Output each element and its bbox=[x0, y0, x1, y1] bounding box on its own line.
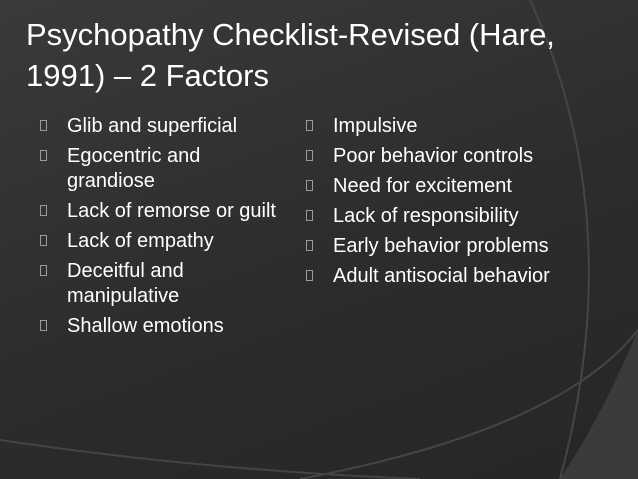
list-item: Shallow emotions bbox=[40, 314, 290, 339]
left-column bbox=[40, 114, 290, 344]
box-bullet-icon bbox=[40, 320, 47, 331]
box-bullet-icon bbox=[40, 235, 47, 246]
box-bullet-icon bbox=[306, 180, 313, 191]
list-item: Need for excitement bbox=[306, 174, 556, 199]
list-item: Adult antisocial behavior bbox=[306, 264, 556, 289]
left-bullet-list bbox=[40, 114, 290, 339]
list-item: Lack of remorse or guilt bbox=[40, 199, 290, 224]
right-column bbox=[306, 114, 556, 294]
list-item: Lack of responsibility bbox=[306, 204, 556, 229]
list-item: Glib and superficial bbox=[40, 114, 290, 139]
box-bullet-icon bbox=[40, 150, 47, 161]
box-bullet-icon bbox=[306, 240, 313, 251]
box-bullet-icon bbox=[40, 120, 47, 131]
list-item: Impulsive bbox=[306, 114, 556, 139]
box-bullet-icon bbox=[40, 265, 47, 276]
list-item: Lack of empathy bbox=[40, 229, 290, 254]
box-bullet-icon bbox=[306, 210, 313, 221]
box-bullet-icon bbox=[40, 205, 47, 216]
list-item: Early behavior problems bbox=[306, 234, 556, 259]
list-item: Poor behavior controls bbox=[306, 144, 556, 169]
box-bullet-icon bbox=[306, 270, 313, 281]
slide-title: Psychopathy Checklist-Revised (Hare, 1991) – 2 Factors bbox=[26, 17, 555, 93]
box-bullet-icon bbox=[306, 150, 313, 161]
box-bullet-icon bbox=[306, 120, 313, 131]
list-item: Deceitful and manipulative bbox=[40, 259, 290, 309]
right-bullet-list bbox=[306, 114, 556, 289]
list-item: Egocentric and grandiose bbox=[40, 144, 290, 194]
